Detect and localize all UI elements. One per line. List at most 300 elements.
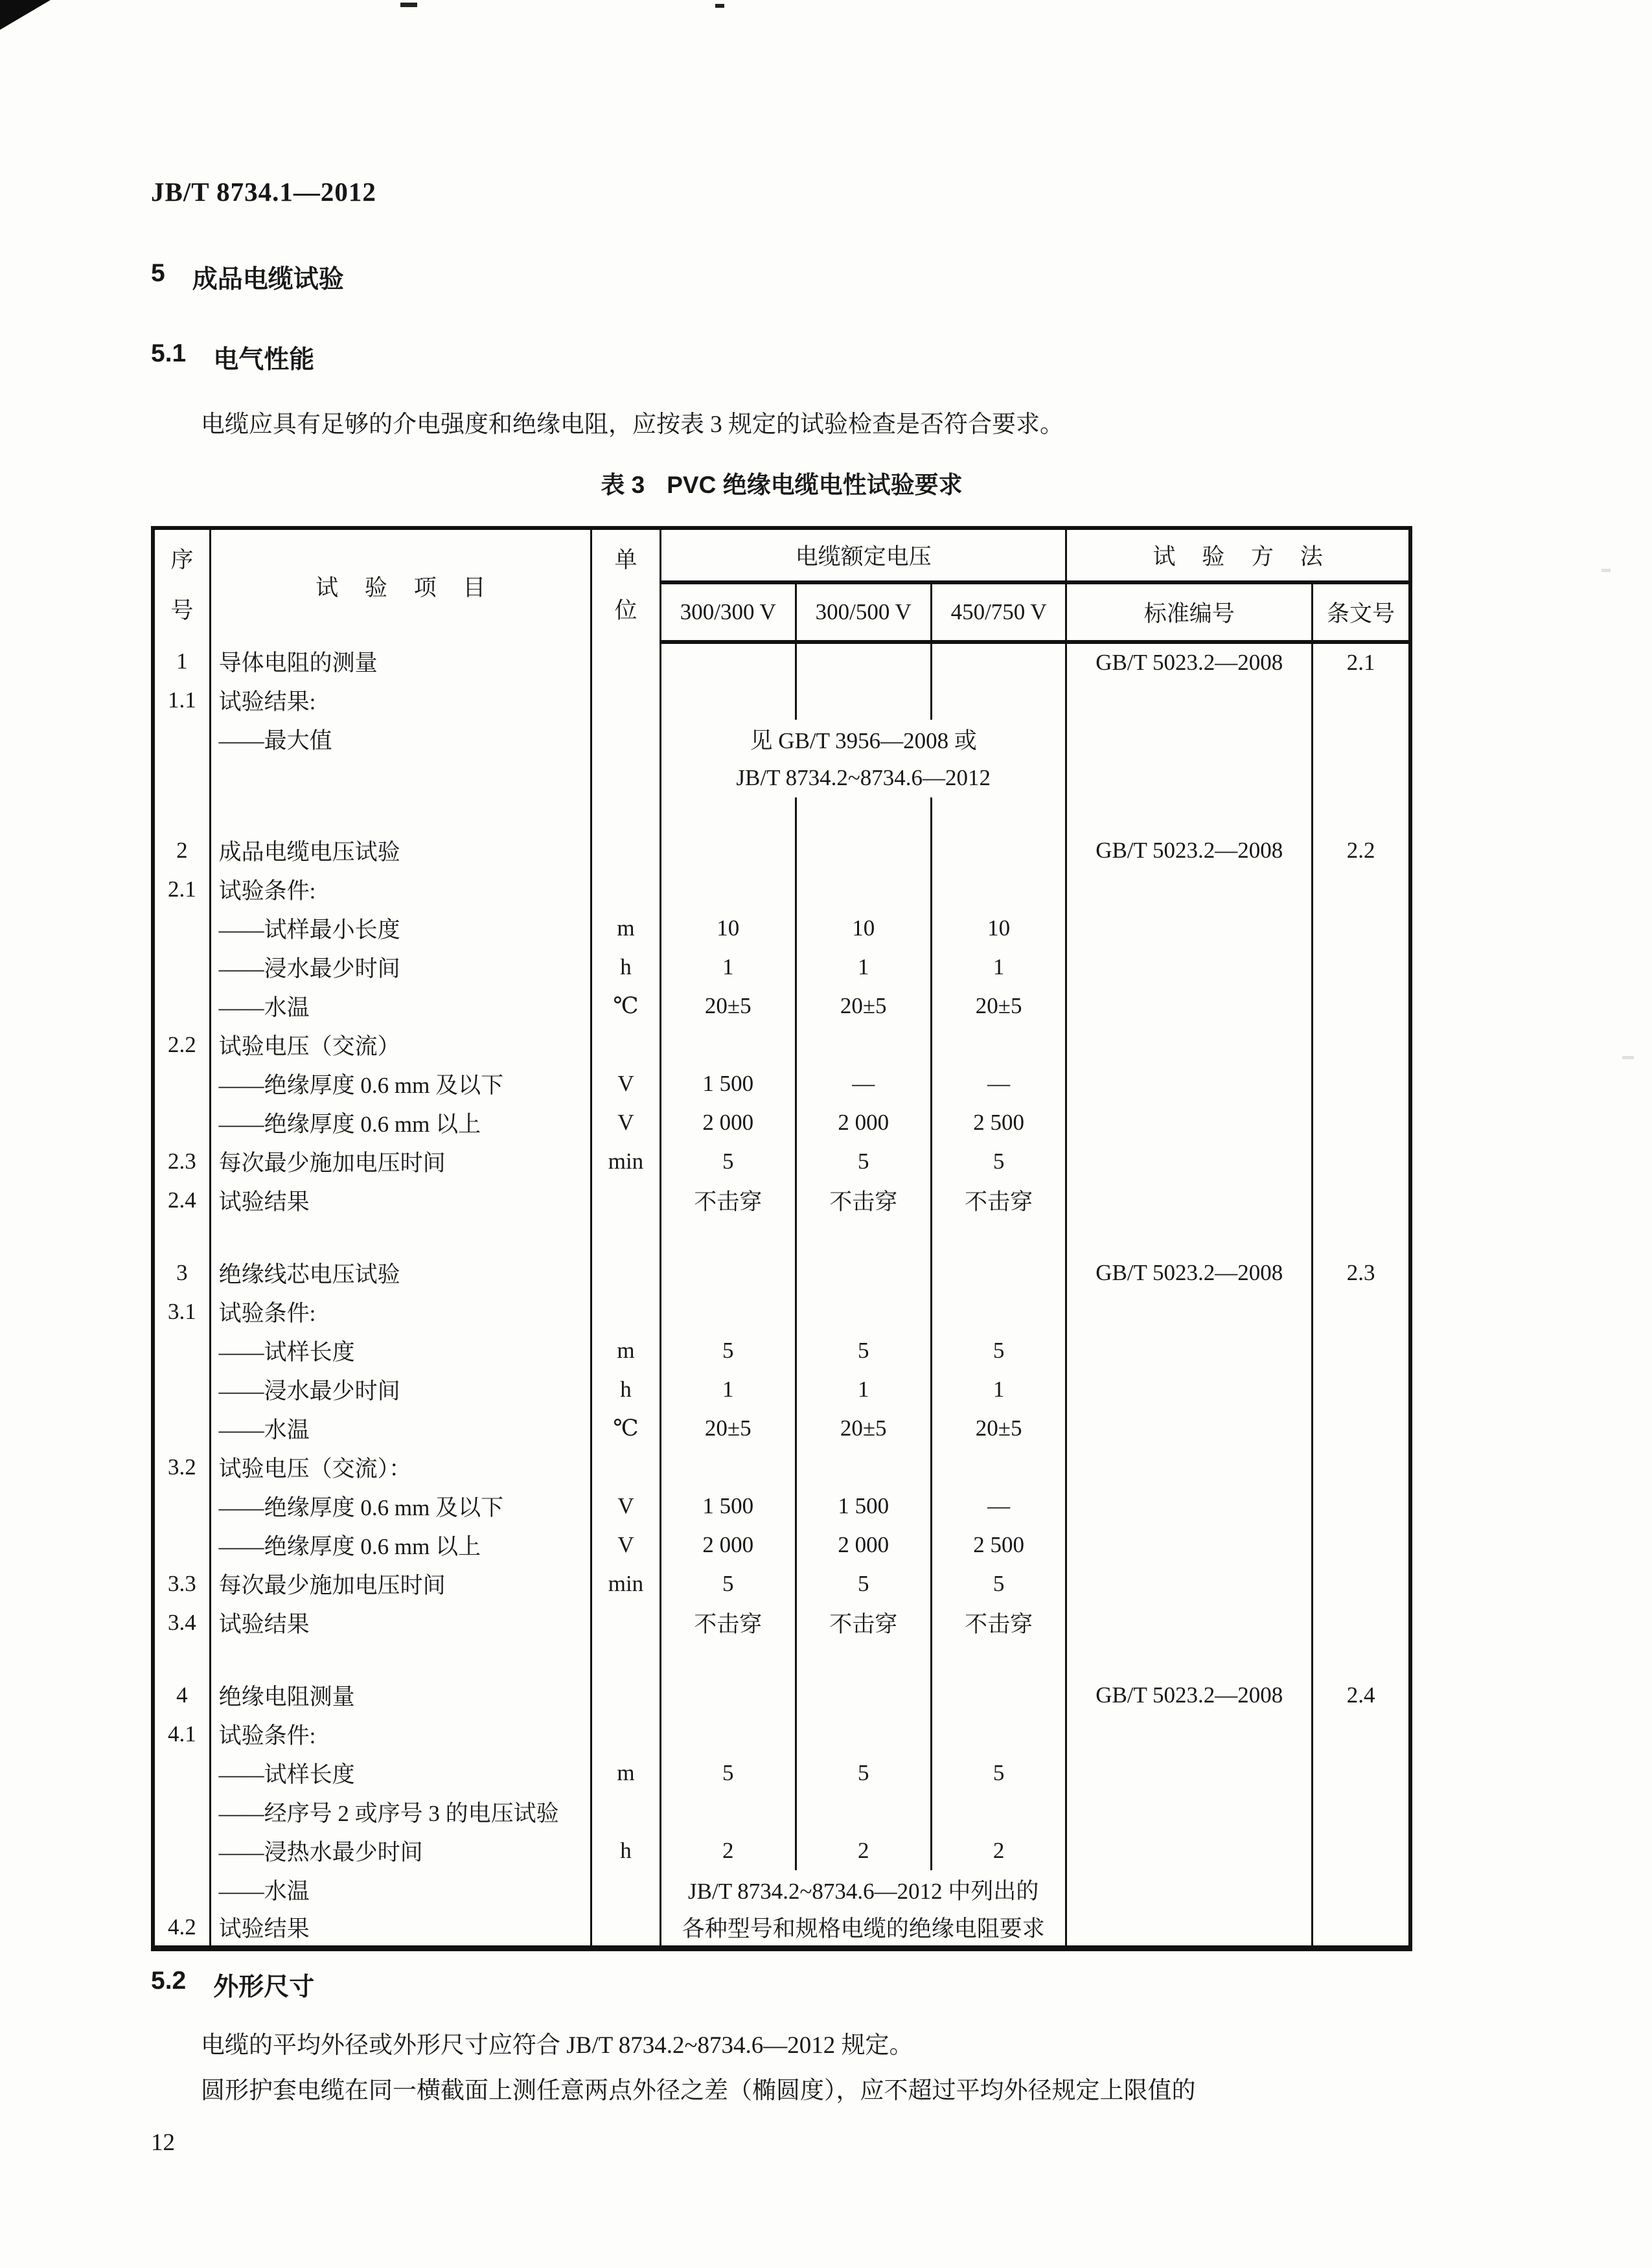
header-voltage-300-300: 300/300 V: [661, 582, 796, 642]
cell-merged-value: 见 GB/T 3956—2008 或: [661, 720, 1066, 759]
cell-v1: 5: [661, 1331, 796, 1370]
cell-unit: ℃: [591, 1409, 660, 1448]
cell-merged-value: JB/T 8734.2~8734.6—2012: [661, 759, 1066, 797]
cell-no: 1.1: [153, 681, 210, 720]
cell-clause: [1313, 1331, 1410, 1370]
cell-merged-value: 各种型号和规格电缆的绝缘电阻要求: [661, 1909, 1066, 1948]
cell-item: ——绝缘厚度 0.6 mm 及以下: [210, 1064, 591, 1103]
section-title: 成品电缆试验: [192, 266, 344, 293]
cell-std: GB/T 5023.2—2008: [1066, 831, 1313, 870]
cell-unit: h: [591, 1831, 660, 1870]
cell-no: [153, 909, 210, 948]
cell-clause: [1313, 1564, 1410, 1603]
cell-item: 成品电缆电压试验: [210, 831, 591, 870]
cell-v2: 10: [796, 909, 931, 948]
header-col-unit-line2: 位: [614, 597, 637, 623]
cell-v2: 不击穿: [796, 1603, 931, 1642]
cell-v2: [796, 870, 931, 909]
cell-v1: 不击穿: [661, 1603, 796, 1642]
cell-v2: [796, 1642, 931, 1676]
cell-unit: [591, 1254, 660, 1292]
cell-v1: 2 000: [661, 1526, 796, 1564]
cell-v2: [796, 797, 931, 831]
cell-v1: [661, 1642, 796, 1676]
cell-v2: 不击穿: [796, 1181, 931, 1220]
cell-std: [1066, 720, 1313, 759]
header-clause-number: 条文号: [1313, 582, 1410, 642]
cell-v2: [796, 1715, 931, 1754]
cell-v1: [661, 642, 796, 681]
cell-std: [1066, 1526, 1313, 1564]
cell-unit: m: [591, 909, 660, 948]
scan-artifact: [400, 3, 417, 7]
cell-v1: 2 000: [661, 1103, 796, 1142]
cell-v3: 1: [931, 1370, 1066, 1409]
cell-clause: 2.3: [1313, 1254, 1410, 1292]
cell-v1: 20±5: [661, 987, 796, 1025]
cell-v2: 5: [796, 1142, 931, 1181]
cell-unit: [591, 1793, 660, 1831]
cell-clause: [1313, 1025, 1410, 1064]
cell-item: ——水温: [210, 1870, 591, 1909]
cell-std: [1066, 1603, 1313, 1642]
cell-unit: V: [591, 1103, 660, 1142]
section-number: 5.1: [151, 339, 187, 367]
table-row: [153, 642, 1410, 681]
cell-no: [153, 1526, 210, 1564]
table-row: [153, 909, 1410, 948]
cell-v3: [931, 1292, 1066, 1331]
cell-std: [1066, 1292, 1313, 1331]
table-row: [153, 1331, 1410, 1370]
cell-clause: [1313, 1370, 1410, 1409]
cell-item: ——浸水最少时间: [210, 948, 591, 987]
cell-std: [1066, 1448, 1313, 1487]
table-row: [153, 870, 1410, 909]
cell-unit: [591, 1676, 660, 1715]
cell-clause: [1313, 870, 1410, 909]
cell-v1: [661, 1254, 796, 1292]
cell-v3: 2 500: [931, 1526, 1066, 1564]
cell-item: 试验结果: [210, 1603, 591, 1642]
section-5-1-heading: [151, 339, 314, 376]
cell-v3: 5: [931, 1142, 1066, 1181]
cell-std: [1066, 1642, 1313, 1676]
cell-v2: [796, 1793, 931, 1831]
cell-no: 4.1: [153, 1715, 210, 1754]
cell-std: [1066, 987, 1313, 1025]
cell-v3: —: [931, 1064, 1066, 1103]
cell-std: GB/T 5023.2—2008: [1066, 1254, 1313, 1292]
cell-std: [1066, 1793, 1313, 1831]
cell-item: 试验结果:: [210, 681, 591, 720]
cell-no: 2.3: [153, 1142, 210, 1181]
scan-artifact: [0, 0, 51, 30]
test-requirements-table: [151, 526, 1412, 1951]
header-group-voltage: 电缆额定电压: [661, 528, 1066, 582]
cell-v1: 1 500: [661, 1487, 796, 1526]
cell-std: GB/T 5023.2—2008: [1066, 1676, 1313, 1715]
cell-clause: [1313, 948, 1410, 987]
cell-v3: 不击穿: [931, 1181, 1066, 1220]
table-row: [153, 1142, 1410, 1181]
table-row: [153, 681, 1410, 720]
cell-clause: [1313, 1142, 1410, 1181]
cell-unit: [591, 870, 660, 909]
cell-clause: [1313, 720, 1410, 759]
cell-clause: [1313, 1103, 1410, 1142]
cell-v2: [796, 1220, 931, 1254]
cell-v3: —: [931, 1487, 1066, 1526]
cell-unit: [591, 1025, 660, 1064]
cell-no: [153, 1370, 210, 1409]
cell-item: 试验条件:: [210, 1292, 591, 1331]
cell-v3: 5: [931, 1564, 1066, 1603]
cell-unit: [591, 1220, 660, 1254]
cell-no: 2.1: [153, 870, 210, 909]
cell-unit: [591, 1448, 660, 1487]
cell-v1: [661, 1715, 796, 1754]
cell-clause: [1313, 909, 1410, 948]
cell-item: 试验条件:: [210, 870, 591, 909]
cell-v2: [796, 1676, 931, 1715]
cell-merged-value: JB/T 8734.2~8734.6—2012 中列出的: [661, 1870, 1066, 1909]
cell-item: ——最大值: [210, 720, 591, 759]
cell-item: ——经序号 2 或序号 3 的电压试验: [210, 1793, 591, 1831]
cell-no: [153, 1642, 210, 1676]
cell-unit: min: [591, 1564, 660, 1603]
cell-no: [153, 797, 210, 831]
cell-v1: [661, 870, 796, 909]
cell-v2: 2 000: [796, 1526, 931, 1564]
cell-v3: 不击穿: [931, 1603, 1066, 1642]
table-body: [153, 642, 1410, 1948]
cell-unit: [591, 1181, 660, 1220]
cell-v1: 5: [661, 1142, 796, 1181]
cell-std: [1066, 797, 1313, 831]
cell-no: 4.2: [153, 1909, 210, 1948]
cell-v3: 1: [931, 948, 1066, 987]
scan-artifact: [715, 4, 724, 8]
cell-v2: 5: [796, 1754, 931, 1793]
cell-v2: 5: [796, 1564, 931, 1603]
cell-v2: [796, 1254, 931, 1292]
cell-v1: [661, 1448, 796, 1487]
cell-clause: 2.2: [1313, 831, 1410, 870]
cell-v3: [931, 1676, 1066, 1715]
cell-v3: [931, 681, 1066, 720]
cell-item: 每次最少施加电压时间: [210, 1564, 591, 1603]
cell-v2: —: [796, 1064, 931, 1103]
cell-std: [1066, 1487, 1313, 1526]
cell-unit: h: [591, 1370, 660, 1409]
cell-v1: [661, 797, 796, 831]
cell-no: [153, 1409, 210, 1448]
cell-no: [153, 720, 210, 759]
dimension-paragraph-1: 电缆的平均外径或外形尺寸应符合 JB/T 8734.2~8734.6—2012 规定。: [201, 2032, 913, 2059]
cell-clause: [1313, 759, 1410, 797]
cell-clause: [1313, 1870, 1410, 1909]
cell-clause: [1313, 1220, 1410, 1254]
cell-clause: [1313, 987, 1410, 1025]
cell-no: [153, 1793, 210, 1831]
cell-item: ——试样最小长度: [210, 909, 591, 948]
cell-v3: [931, 642, 1066, 681]
cell-std: [1066, 1103, 1313, 1142]
cell-unit: [591, 1603, 660, 1642]
cell-v3: 5: [931, 1331, 1066, 1370]
cell-v1: 1: [661, 948, 796, 987]
header-col-no: [153, 528, 210, 642]
cell-no: 1: [153, 642, 210, 681]
table-row: [153, 831, 1410, 870]
cell-item: [210, 1642, 591, 1676]
table-row: [153, 1564, 1410, 1603]
cell-item: ——试样长度: [210, 1754, 591, 1793]
cell-v2: 2 000: [796, 1103, 931, 1142]
cell-v3: [931, 1642, 1066, 1676]
cell-unit: ℃: [591, 987, 660, 1025]
cell-item: ——绝缘厚度 0.6 mm 及以下: [210, 1487, 591, 1526]
cell-item: 导体电阻的测量: [210, 642, 591, 681]
table-row: [153, 1292, 1410, 1331]
cell-v1: 5: [661, 1564, 796, 1603]
section-title: 外形尺寸: [213, 1973, 315, 2001]
table-row: [153, 1025, 1410, 1064]
cell-item: ——绝缘厚度 0.6 mm 以上: [210, 1103, 591, 1142]
table-row: [153, 1370, 1410, 1409]
cell-v2: 1 500: [796, 1487, 931, 1526]
cell-no: [153, 1754, 210, 1793]
cell-item: ——水温: [210, 1409, 591, 1448]
cell-item: 试验电压（交流）: [210, 1025, 591, 1064]
cell-std: [1066, 1715, 1313, 1754]
cell-std: [1066, 1909, 1313, 1948]
table-row: [153, 1603, 1410, 1642]
cell-v1: [661, 1676, 796, 1715]
header-col-no-line1: 序: [170, 547, 194, 573]
cell-no: [153, 1831, 210, 1870]
cell-v2: [796, 831, 931, 870]
table-row: [153, 1793, 1410, 1831]
cell-v2: 20±5: [796, 1409, 931, 1448]
cell-std: [1066, 1331, 1313, 1370]
cell-std: [1066, 1564, 1313, 1603]
cell-v1: 5: [661, 1754, 796, 1793]
cell-std: [1066, 1064, 1313, 1103]
cell-unit: [591, 1909, 660, 1948]
cell-std: [1066, 948, 1313, 987]
cell-v3: 2 500: [931, 1103, 1066, 1142]
cell-v1: 1: [661, 1370, 796, 1409]
table-spacer-row: [153, 1642, 1410, 1676]
cell-unit: m: [591, 1331, 660, 1370]
cell-clause: [1313, 1909, 1410, 1948]
cell-v2: 5: [796, 1331, 931, 1370]
header-group-method: 试 验 方 法: [1066, 528, 1410, 582]
table-header-row-1: [153, 528, 1410, 582]
cell-no: 3: [153, 1254, 210, 1292]
cell-std: [1066, 1220, 1313, 1254]
cell-unit: V: [591, 1526, 660, 1564]
cell-no: 2: [153, 831, 210, 870]
cell-v3: 2: [931, 1831, 1066, 1870]
table-row: [153, 987, 1410, 1025]
header-standard-number: 标准编号: [1066, 582, 1313, 642]
cell-v1: 10: [661, 909, 796, 948]
cell-unit: [591, 831, 660, 870]
cell-v1: [661, 831, 796, 870]
cell-std: [1066, 1409, 1313, 1448]
cell-v3: 5: [931, 1754, 1066, 1793]
cell-item: 每次最少施加电压时间: [210, 1142, 591, 1181]
cell-clause: [1313, 681, 1410, 720]
cell-v3: [931, 1715, 1066, 1754]
table-row: [153, 1909, 1410, 1948]
table-row: [153, 759, 1410, 797]
cell-no: 3.2: [153, 1448, 210, 1487]
cell-v1: 1 500: [661, 1064, 796, 1103]
header-col-unit: [591, 528, 660, 642]
table-spacer-row: [153, 1220, 1410, 1254]
cell-v3: 20±5: [931, 987, 1066, 1025]
cell-clause: [1313, 1603, 1410, 1642]
cell-no: 3.3: [153, 1564, 210, 1603]
cell-no: [153, 1064, 210, 1103]
cell-clause: [1313, 1292, 1410, 1331]
cell-no: [153, 1487, 210, 1526]
scan-artifact: [1601, 569, 1611, 572]
table-row: [153, 1254, 1410, 1292]
cell-no: [153, 1331, 210, 1370]
cell-clause: 2.4: [1313, 1676, 1410, 1715]
cell-clause: [1313, 1448, 1410, 1487]
header-col-unit-line1: 单: [614, 547, 637, 573]
cell-std: [1066, 759, 1313, 797]
cell-unit: h: [591, 948, 660, 987]
table-row: [153, 1754, 1410, 1793]
cell-unit: V: [591, 1064, 660, 1103]
cell-no: 2.4: [153, 1181, 210, 1220]
cell-v3: 20±5: [931, 1409, 1066, 1448]
cell-clause: [1313, 797, 1410, 831]
header-voltage-450-750: 450/750 V: [931, 582, 1066, 642]
cell-v1: [661, 1292, 796, 1331]
cell-item: [210, 797, 591, 831]
cell-v2: [796, 1292, 931, 1331]
cell-std: [1066, 1870, 1313, 1909]
cell-no: 3.4: [153, 1603, 210, 1642]
cell-item: 试验电压（交流）：: [210, 1448, 591, 1487]
cell-no: [153, 1103, 210, 1142]
table-spacer-row: [153, 797, 1410, 831]
cell-clause: [1313, 1754, 1410, 1793]
cell-no: [153, 759, 210, 797]
document-code: JB/T 8734.1—2012: [151, 177, 376, 207]
table-caption-title: PVC 绝缘电缆电性试验要求: [667, 472, 963, 498]
cell-std: [1066, 1754, 1313, 1793]
cell-clause: [1313, 1715, 1410, 1754]
table-row: [153, 1409, 1410, 1448]
header-col-no-line2: 号: [170, 597, 194, 623]
cell-v2: 2: [796, 1831, 931, 1870]
cell-unit: [591, 1292, 660, 1331]
cell-v1: 2: [661, 1831, 796, 1870]
cell-std: [1066, 1181, 1313, 1220]
table-row: [153, 1103, 1410, 1142]
cell-clause: [1313, 1793, 1410, 1831]
header-col-item: 试 验 项 目: [210, 528, 591, 642]
cell-item: ——浸热水最少时间: [210, 1831, 591, 1870]
table-caption: [151, 465, 1412, 500]
cell-v2: [796, 681, 931, 720]
cell-item: [210, 759, 591, 797]
table-row: [153, 948, 1410, 987]
cell-v2: 20±5: [796, 987, 931, 1025]
table-row: [153, 720, 1410, 759]
cell-v3: [931, 831, 1066, 870]
cell-std: [1066, 1142, 1313, 1181]
table-row: [153, 1676, 1410, 1715]
cell-unit: min: [591, 1142, 660, 1181]
cell-v3: [931, 1448, 1066, 1487]
cell-v2: [796, 1025, 931, 1064]
cell-unit: [591, 797, 660, 831]
cell-no: 3.1: [153, 1292, 210, 1331]
cell-v3: [931, 1220, 1066, 1254]
cell-v1: [661, 1025, 796, 1064]
cell-std: [1066, 1370, 1313, 1409]
cell-v2: 1: [796, 948, 931, 987]
table-row: [153, 1181, 1410, 1220]
cell-no: [153, 948, 210, 987]
cell-no: [153, 1220, 210, 1254]
cell-item: [210, 1220, 591, 1254]
cell-no: [153, 1870, 210, 1909]
cell-no: [153, 987, 210, 1025]
cell-no: 4: [153, 1676, 210, 1715]
cell-clause: [1313, 1526, 1410, 1564]
cell-std: [1066, 909, 1313, 948]
cell-unit: [591, 642, 660, 681]
cell-clause: 2.1: [1313, 642, 1410, 681]
table-row: [153, 1487, 1410, 1526]
dimension-paragraph-2: 圆形护套电缆在同一横截面上测任意两点外径之差（椭圆度），应不超过平均外径规定上限值的: [201, 2078, 1196, 2104]
table-row: [153, 1526, 1410, 1564]
cell-v2: 1: [796, 1370, 931, 1409]
cell-unit: [591, 759, 660, 797]
cell-clause: [1313, 1831, 1410, 1870]
header-voltage-300-500: 300/500 V: [796, 582, 931, 642]
cell-v3: [931, 1025, 1066, 1064]
cell-item: ——绝缘厚度 0.6 mm 以上: [210, 1526, 591, 1564]
cell-clause: [1313, 1181, 1410, 1220]
cell-unit: [591, 1642, 660, 1676]
table-row: [153, 1064, 1410, 1103]
cell-v1: [661, 1793, 796, 1831]
section-number: 5: [151, 259, 165, 287]
cell-item: ——试样长度: [210, 1331, 591, 1370]
cell-unit: V: [591, 1487, 660, 1526]
cell-clause: [1313, 1487, 1410, 1526]
cell-v1: [661, 1220, 796, 1254]
section-5-2-heading: [151, 1967, 314, 2003]
cell-item: ——水温: [210, 987, 591, 1025]
table-row: [153, 1448, 1410, 1487]
cell-v3: [931, 1254, 1066, 1292]
cell-v3: 10: [931, 909, 1066, 948]
cell-unit: [591, 1870, 660, 1909]
